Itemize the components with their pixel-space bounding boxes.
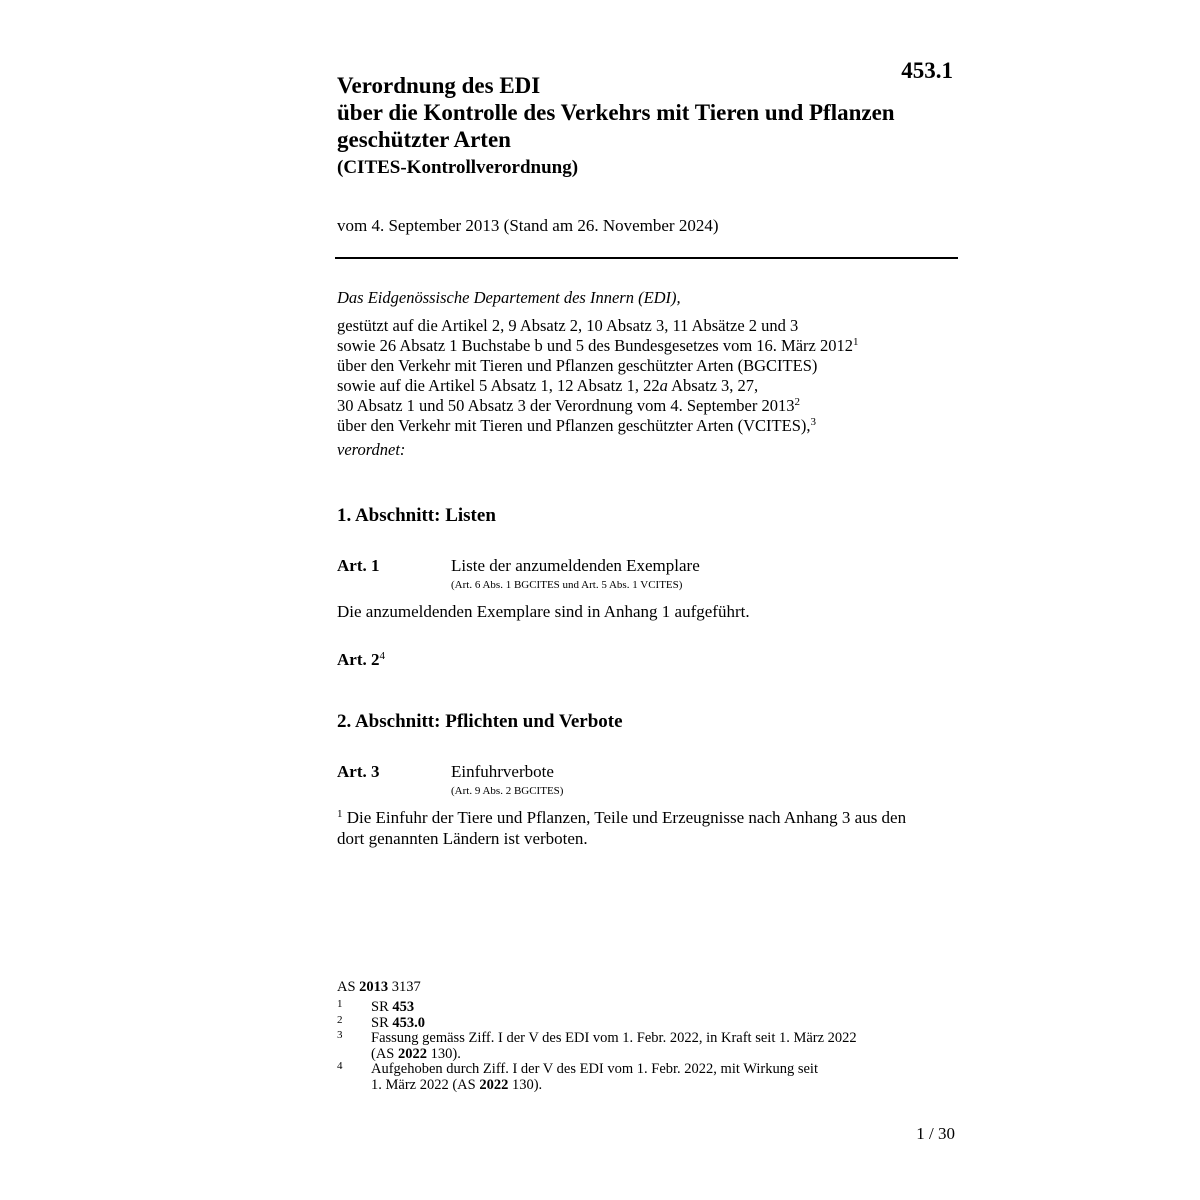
footnote-4: 4 Aufgehoben durch Ziff. I der V des EDI vom 1. Febr. 2022, mit Wirkung seit 1. März 2022 (AS 2022 130). bbox=[337, 1060, 818, 1093]
article-1-number: Art. 1 bbox=[337, 556, 380, 575]
preamble-ordain: verordnet: bbox=[337, 440, 406, 459]
preamble-line-2: sowie 26 Absatz 1 Buchstabe b und 5 des Bundesgesetzes vom 16. März 2012$^1$ bbox=[337, 336, 859, 355]
preamble-line-3: über den Verkehr mit Tieren und Pflanzen geschützter Arten (BGCITES) bbox=[337, 356, 818, 375]
article-3-reference: (Art. 9 Abs. 2 BGCITES) bbox=[451, 785, 564, 797]
article-3-title: Einfuhrverbote bbox=[451, 762, 554, 781]
article-1-title: Liste der anzumeldenden Exemplare bbox=[451, 556, 700, 575]
title-block bbox=[337, 72, 957, 180]
article-1-text: Die anzumeldenden Exemplare sind in Anhang 1 aufgeführt. bbox=[337, 602, 750, 621]
preamble-line-1: gestützt auf die Artikel 2, 9 Absatz 2, 10 Absatz 3, 11 Absätze 2 und 3 bbox=[337, 316, 799, 335]
title-line-3: geschützter Arten bbox=[337, 127, 511, 152]
section-heading-1: 1. Abschnitt: Listen bbox=[337, 505, 496, 526]
footnote-ref-3[interactable]: 3 bbox=[810, 416, 816, 428]
footnotes bbox=[337, 1000, 937, 1093]
preamble-line-5: 30 Absatz 1 und 50 Absatz 3 der Verordnung vom 4. September 2013$^2$ bbox=[337, 396, 801, 415]
preamble-authority: Das Eidgenössische Departement des Innern (EDI), bbox=[337, 288, 681, 307]
footnote-ref-1[interactable]: 1 bbox=[853, 336, 859, 348]
footnote-3: 3 Fassung gemäss Ziff. I der V des EDI vom 1. Febr. 2022, in Kraft seit 1. März 2022 (AS 2022 130). bbox=[337, 1029, 857, 1062]
title-divider bbox=[335, 257, 958, 259]
footnote-ref-4[interactable]: 4 bbox=[379, 650, 385, 662]
preamble-line-6: über den Verkehr mit Tieren und Pflanzen geschützter Arten (VCITES),$^3$ bbox=[337, 416, 816, 435]
short-title: (CITES-Kontrollverordnung) bbox=[337, 157, 579, 178]
footnote-2: 2 SR 453.0 bbox=[337, 1013, 425, 1031]
official-collection-reference: AS 2013 3137 bbox=[337, 979, 421, 995]
footnote-1: 1 SR 453 bbox=[337, 998, 415, 1015]
title-line-1: Verordnung des EDI bbox=[337, 73, 541, 98]
footnote-ref-2[interactable]: 2 bbox=[794, 396, 801, 408]
date-line: vom 4. September 2013 (Stand am 26. November 2024) bbox=[337, 216, 719, 235]
paragraph-number: 1 bbox=[337, 808, 343, 820]
section-heading-2: 2. Abschnitt: Pflichten und Verbote bbox=[337, 711, 623, 732]
article-2-number: Art. 2$^4$ bbox=[337, 650, 385, 669]
sr-number: 453.1 bbox=[901, 58, 953, 83]
article-1-reference: (Art. 6 Abs. 1 BGCITES und Art. 5 Abs. 1 VCITES) bbox=[451, 579, 683, 591]
article-3-number: Art. 3 bbox=[337, 762, 380, 781]
preamble bbox=[337, 287, 957, 461]
preamble-line-4: sowie auf die Artikel 5 Absatz 1, 12 Absatz 1, 22a Absatz 3, 27, bbox=[337, 376, 759, 395]
page-number: 1 / 30 bbox=[916, 1124, 955, 1143]
title-line-2: über die Kontrolle des Verkehrs mit Tieren und Pflanzen bbox=[337, 100, 895, 125]
article-3-paragraph-1: $^1$ Die Einfuhr der Tiere und Pflanzen, Teile und Erzeugnisse nach Anhang 3 aus den dort genannten Ländern ist verboten. bbox=[337, 808, 907, 848]
